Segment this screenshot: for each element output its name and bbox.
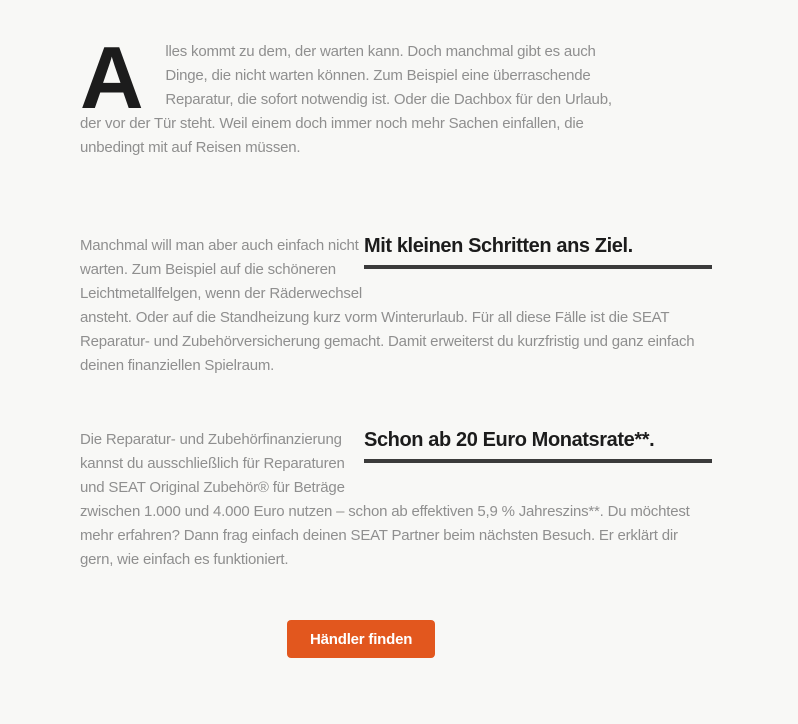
section-monatsrate xyxy=(80,428,712,572)
section-heading-block xyxy=(364,234,712,269)
intro-section xyxy=(80,28,628,160)
section-body-text: Die Reparatur- und Zubehörfinanzierung kannst du ausschließlich für Reparaturen und SEAT Original Zubehör® für Beträge zwischen 1.000 und 4.000 Euro nutzen – schon ab effektiven 5,9 % Jahreszins**. Du möchtest mehr erfahren? Dann frag einfach deinen SEAT Partner beim nächsten Besuch. Er erklärt dir gern, wie einfach es funktioniert. xyxy=(80,431,690,568)
section-body-text: Manchmal will man aber auch einfach nicht warten. Zum Beispiel auf die schöneren Leichtmetallfelgen, wenn der Räderwechsel ansteht. Oder auf die Standheizung kurz vorm Winterurlaub. Für all diese Fälle ist die SEAT Reparatur- und Zubehörversicherung gemacht. Damit erweiterst du kurzfristig und ganz einfach deinen finanziellen Spielraum. xyxy=(80,237,695,374)
section-heading-block xyxy=(364,428,712,463)
intro-paragraph xyxy=(80,28,628,160)
haendler-finden-button[interactable]: Händler finden xyxy=(287,620,435,658)
section-kleine-schritte xyxy=(80,234,712,378)
section-heading: Schon ab 20 Euro Monatsrate**. xyxy=(364,429,655,451)
heading-rule xyxy=(364,265,712,269)
heading-rule xyxy=(364,459,712,463)
intro-text: lles kommt zu dem, der warten kann. Doch manchmal gibt es auch Dinge, die nicht warten können. Zum Beispiel eine überraschende Reparatur, die sofort notwendig ist. Oder die Dachbox für den Urlaub, der vor der Tür steht. Weil einem doch immer noch mehr Sachen einfallen, die unbedingt mit auf Reisen müssen. xyxy=(80,43,612,156)
section-heading: Mit kleinen Schritten ans Ziel. xyxy=(364,235,633,257)
drop-cap: A xyxy=(80,28,144,127)
